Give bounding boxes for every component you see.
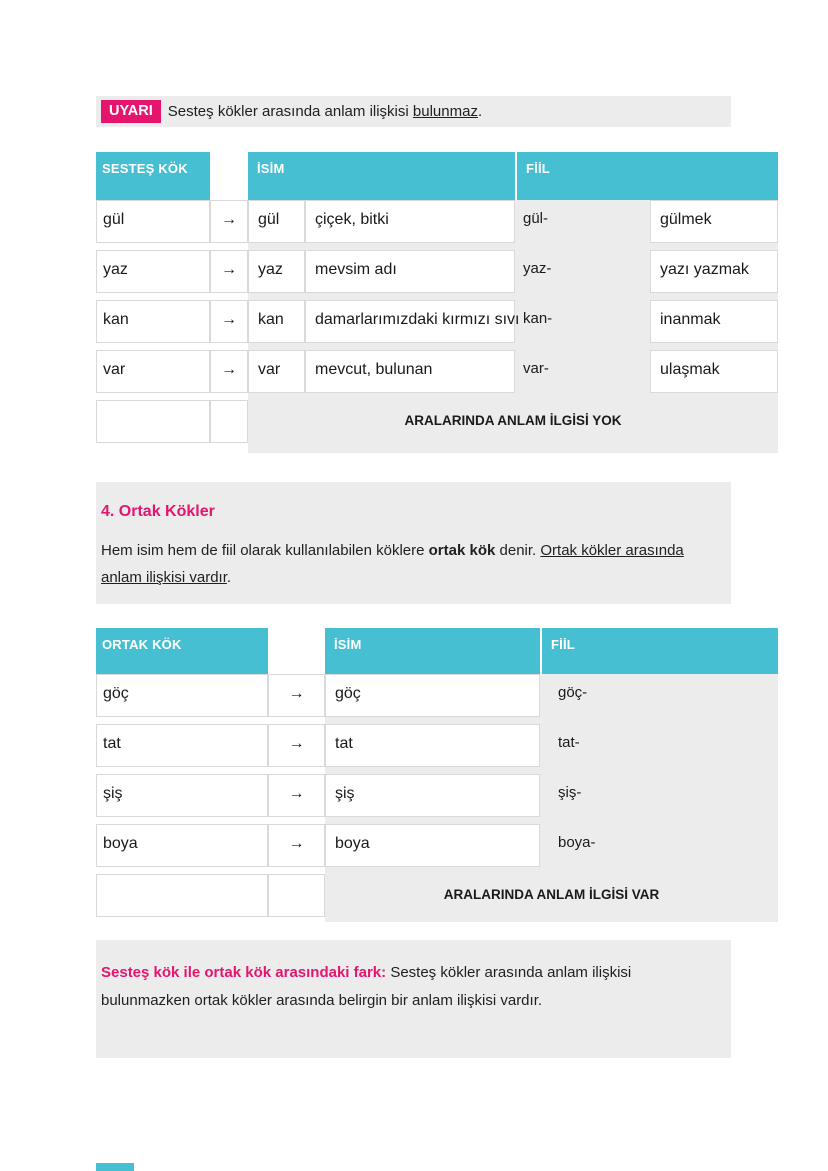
fiil-kok-value: yaz-	[523, 260, 552, 277]
empty-cell	[96, 874, 268, 917]
header-isim: İSİM	[248, 152, 515, 200]
cell-fiil-kok	[515, 200, 650, 250]
paragraph-part: denir.	[495, 542, 541, 559]
cell-fiil-kok	[515, 350, 650, 400]
warning-text	[168, 103, 482, 120]
paragraph-end: .	[226, 569, 232, 586]
table-footnote: ARALARINDA ANLAM İLGİSİ YOK	[404, 413, 622, 428]
section-heading: 4. Ortak Kökler	[101, 503, 215, 520]
cell-isim-kok	[248, 300, 305, 350]
cell-kok	[96, 300, 210, 350]
cell-isim-anlam	[305, 200, 515, 250]
table-footer-row	[96, 400, 778, 453]
table-row	[96, 724, 778, 774]
fiil-anlam-value: ulaşmak	[650, 350, 778, 393]
fiil-anlam-value: gülmek	[650, 200, 778, 243]
arrow-icon: →	[268, 674, 325, 717]
table-row	[96, 350, 778, 400]
isim-anlam-value: mevcut, bulunan	[305, 350, 515, 393]
isim-anlam-value: damarlarımızdaki kırmızı sıvı	[305, 300, 515, 343]
isim-kok-value: var	[248, 350, 305, 393]
cell-arrow	[210, 350, 248, 400]
header-sestes-kok: SESTEŞ KÖK	[96, 152, 210, 200]
isim-value: göç	[325, 674, 540, 717]
section-paragraph	[101, 537, 723, 591]
cell-kok	[96, 774, 268, 824]
isim-anlam-value: mevsim adı	[305, 250, 515, 293]
empty-cell	[96, 400, 210, 443]
fiil-kok-value: var-	[523, 360, 549, 377]
cell-kok	[96, 824, 268, 874]
fiil-value: göç-	[558, 684, 588, 701]
isim-value: şiş	[325, 774, 540, 817]
table-row	[96, 824, 778, 874]
cell-kok	[96, 200, 210, 250]
cell-arrow	[268, 674, 325, 724]
cell-fiil-kok	[515, 300, 650, 350]
fiil-anlam-value: yazı yazmak	[650, 250, 778, 293]
fiil-kok-value: kan-	[523, 310, 553, 327]
isim-kok-value: kan	[248, 300, 305, 343]
cell-isim	[325, 774, 540, 824]
fiil-value: tat-	[558, 734, 580, 751]
header-gap	[268, 628, 325, 674]
cell-isim-anlam	[305, 250, 515, 300]
cell-arrow	[210, 250, 248, 300]
warning-text-part: Sesteş kökler arasında anlam ilişkisi	[167, 103, 413, 120]
header-ortak-kok: ORTAK KÖK	[96, 628, 268, 674]
cell-kok	[96, 674, 268, 724]
table-row	[96, 674, 778, 724]
table-row	[96, 250, 778, 300]
table-row	[96, 300, 778, 350]
cell-isim	[325, 724, 540, 774]
sestes-kok-table	[96, 152, 778, 453]
cell-fiil	[540, 724, 778, 774]
header-isim: İSİM	[325, 628, 540, 674]
cell-kok	[96, 350, 210, 400]
isim-kok-value: gül	[248, 200, 305, 243]
next-table-peek	[96, 1163, 134, 1171]
difference-text: Sesteş kökler arasında anlam ilişkisi bulunmazken ortak kökler arasında belirgin bir anlam ilişkisi vardır.	[101, 964, 632, 1009]
cell-fiil-anlam	[650, 350, 778, 400]
kok-value: var	[96, 350, 210, 393]
warning-box	[96, 96, 731, 127]
cell-fiil-anlam	[650, 300, 778, 350]
cell-isim-kok	[248, 250, 305, 300]
header-fiil: FİİL	[540, 628, 778, 674]
cell-arrow	[268, 774, 325, 824]
ortak-kokler-section	[96, 482, 731, 604]
cell-isim	[325, 674, 540, 724]
cell-isim-anlam	[305, 300, 520, 350]
empty-cell	[268, 874, 325, 917]
fiil-anlam-value: inanmak	[650, 300, 778, 343]
difference-lead: Sesteş kök ile ortak kök arasındaki fark:	[101, 964, 387, 981]
arrow-icon: →	[268, 724, 325, 767]
paragraph-part: Hem isim hem de fiil olarak kullanılabilen köklere	[101, 542, 429, 559]
cell-arrow	[268, 724, 325, 774]
cell-empty	[268, 874, 325, 922]
paragraph-bold: ortak kök	[428, 542, 496, 559]
cell-fiil-anlam	[650, 250, 778, 300]
kok-value: yaz	[96, 250, 210, 293]
arrow-icon: →	[210, 350, 248, 393]
paragraph-underlined: Ortak kökler arasında anlam ilişkisi vardır	[101, 542, 684, 586]
cell-arrow	[210, 200, 248, 250]
fiil-kok-value: gül-	[523, 210, 549, 227]
table-row	[96, 774, 778, 824]
cell-fiil	[540, 674, 778, 724]
isim-value: tat	[325, 724, 540, 767]
arrow-icon: →	[268, 774, 325, 817]
kok-value: boya	[96, 824, 268, 867]
cell-isim-anlam	[305, 350, 515, 400]
arrow-icon: →	[210, 300, 248, 343]
kok-value: gül	[96, 200, 210, 243]
table-row	[96, 200, 778, 250]
cell-fiil	[540, 824, 778, 874]
difference-paragraph	[101, 959, 641, 1015]
kok-value: göç	[96, 674, 268, 717]
kok-value: kan	[96, 300, 210, 343]
empty-cell	[210, 400, 248, 443]
warning-text-end: .	[477, 103, 483, 120]
isim-value: boya	[325, 824, 540, 867]
fiil-value: boya-	[558, 834, 596, 851]
table-footer-row	[96, 874, 778, 922]
arrow-icon: →	[210, 200, 248, 243]
cell-kok	[96, 250, 210, 300]
table-footnote: ARALARINDA ANLAM İLGİSİ VAR	[443, 887, 660, 902]
ortak-kok-table	[96, 628, 778, 922]
cell-arrow	[268, 824, 325, 874]
cell-fiil-anlam	[650, 200, 778, 250]
cell-empty	[96, 400, 210, 453]
cell-fiil	[540, 774, 778, 824]
warning-badge: UYARI	[101, 100, 161, 123]
isim-anlam-value: çiçek, bitki	[305, 200, 515, 243]
difference-block	[96, 940, 731, 1058]
arrow-icon: →	[210, 250, 248, 293]
cell-isim-kok	[248, 350, 305, 400]
header-fiil: FİİL	[515, 152, 778, 200]
arrow-icon: →	[268, 824, 325, 867]
cell-empty	[96, 874, 268, 922]
table-header-row	[96, 152, 778, 200]
cell-isim	[325, 824, 540, 874]
cell-empty	[210, 400, 248, 453]
warning-underlined-word: bulunmaz	[412, 103, 478, 120]
fiil-value: şiş-	[558, 784, 582, 801]
header-gap	[210, 152, 248, 200]
table-header-row	[96, 628, 778, 674]
cell-fiil-kok	[515, 250, 650, 300]
isim-kok-value: yaz	[248, 250, 305, 293]
kok-value: şiş	[96, 774, 268, 817]
cell-kok	[96, 724, 268, 774]
kok-value: tat	[96, 724, 268, 767]
cell-isim-kok	[248, 200, 305, 250]
cell-arrow	[210, 300, 248, 350]
